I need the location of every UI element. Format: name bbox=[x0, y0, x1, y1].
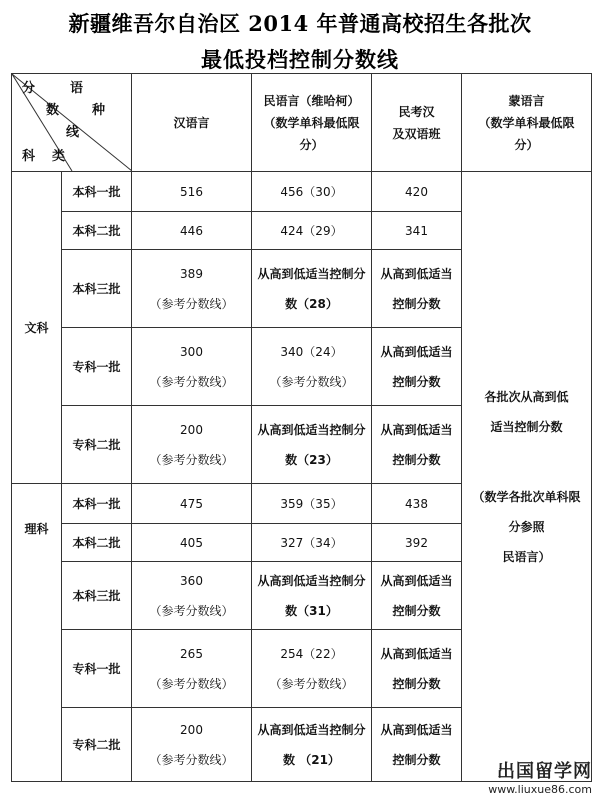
score-han: 200 （参考分数线） bbox=[132, 406, 252, 484]
score-min: 456（30） bbox=[252, 172, 372, 212]
score-min: 359（35） bbox=[252, 484, 372, 524]
score-min: 从高到低适当控制分 数 （21） bbox=[252, 708, 372, 782]
category-wenke: 文科 bbox=[12, 172, 62, 484]
score-han: 200 （参考分数线） bbox=[132, 708, 252, 782]
batch-label: 本科一批 bbox=[62, 172, 132, 212]
col-header-minkaohan: 民考汉 及双语班 bbox=[372, 74, 462, 172]
score-minkaohan: 420 bbox=[372, 172, 462, 212]
score-han: 300 （参考分数线） bbox=[132, 328, 252, 406]
diagonal-header-cell bbox=[12, 74, 132, 172]
page-subtitle: 最低投档控制分数线 bbox=[201, 47, 399, 72]
col-header-min: 民语言（维哈柯） （数学单科最低限 分） bbox=[252, 74, 372, 172]
score-min: 424（29） bbox=[252, 212, 372, 250]
score-table bbox=[11, 73, 592, 782]
score-min: 从高到低适当控制分 数（31） bbox=[252, 562, 372, 630]
diag-label-ke: 科 bbox=[22, 149, 36, 164]
site-watermark bbox=[488, 757, 592, 796]
score-min: 254（22） （参考分数线） bbox=[252, 630, 372, 708]
score-han: 360 （参考分数线） bbox=[132, 562, 252, 630]
score-han: 265 （参考分数线） bbox=[132, 630, 252, 708]
batch-label: 本科三批 bbox=[62, 562, 132, 630]
meng-note-cell: 各批次从高到低 适当控制分数 （数学各批次单科限 分参照 民语言） bbox=[462, 172, 592, 782]
score-minkaohan: 从高到低适当 控制分数 bbox=[372, 708, 462, 782]
score-minkaohan: 从高到低适当 控制分数 bbox=[372, 406, 462, 484]
score-min: 从高到低适当控制分 数（23） bbox=[252, 406, 372, 484]
score-han: 446 bbox=[132, 212, 252, 250]
score-min: 327（34） bbox=[252, 524, 372, 562]
watermark-logo-text: 出国留学网 bbox=[497, 761, 592, 782]
score-minkaohan: 392 bbox=[372, 524, 462, 562]
batch-label: 专科二批 bbox=[62, 708, 132, 782]
col-header-han: 汉语言 bbox=[132, 74, 252, 172]
diag-label-lei: 类 bbox=[52, 149, 66, 164]
score-han: 405 bbox=[132, 524, 252, 562]
diag-label-fen: 分 bbox=[22, 81, 36, 96]
score-minkaohan: 341 bbox=[372, 212, 462, 250]
score-han: 475 bbox=[132, 484, 252, 524]
score-minkaohan: 从高到低适当 控制分数 bbox=[372, 250, 462, 328]
diag-label-shu: 数 bbox=[46, 103, 60, 118]
col-header-meng: 蒙语言 （数学单科最低限 分） bbox=[462, 74, 592, 172]
batch-label: 专科一批 bbox=[62, 328, 132, 406]
batch-label: 专科二批 bbox=[62, 406, 132, 484]
watermark-url: www.liuxue86.com bbox=[488, 783, 592, 796]
score-min: 340（24） （参考分数线） bbox=[252, 328, 372, 406]
batch-label: 本科二批 bbox=[62, 524, 132, 562]
score-minkaohan: 从高到低适当 控制分数 bbox=[372, 562, 462, 630]
score-minkaohan: 从高到低适当 控制分数 bbox=[372, 328, 462, 406]
header-row bbox=[12, 74, 592, 172]
diag-label-yu: 语 bbox=[70, 81, 84, 96]
batch-label: 本科一批 bbox=[62, 484, 132, 524]
score-min: 从高到低适当控制分 数（28） bbox=[252, 250, 372, 328]
batch-label: 专科一批 bbox=[62, 630, 132, 708]
diag-label-xian: 线 bbox=[66, 125, 80, 140]
batch-label: 本科二批 bbox=[62, 212, 132, 250]
score-minkaohan: 438 bbox=[372, 484, 462, 524]
category-like: 理科 bbox=[12, 484, 62, 782]
table-row bbox=[12, 172, 592, 212]
score-minkaohan: 从高到低适当 控制分数 bbox=[372, 630, 462, 708]
batch-label: 本科三批 bbox=[62, 250, 132, 328]
page-title: 新疆维吾尔自治区 2014 年普通高校招生各批次 bbox=[68, 11, 532, 36]
diag-label-zhong: 种 bbox=[92, 103, 106, 118]
score-han: 389 （参考分数线） bbox=[132, 250, 252, 328]
score-han: 516 bbox=[132, 172, 252, 212]
